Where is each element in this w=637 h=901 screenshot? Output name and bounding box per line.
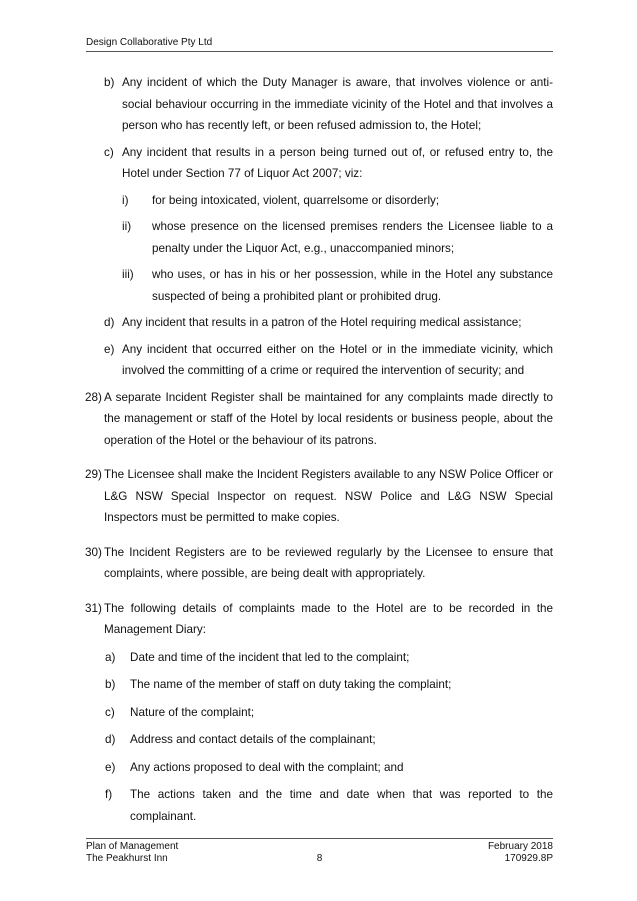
item-text: The actions taken and the time and date when that was reported to the complainant. bbox=[130, 788, 553, 823]
numbered-item bbox=[86, 464, 553, 529]
item-marker: 29) bbox=[85, 468, 102, 481]
item-marker: iii) bbox=[122, 268, 134, 281]
list-item bbox=[86, 190, 553, 212]
item-marker: c) bbox=[104, 145, 114, 159]
list-item bbox=[86, 647, 553, 669]
list-item bbox=[86, 216, 553, 259]
item-text: The Incident Registers are to be reviewed regularly by the Licensee to ensure that complaints, where possible, are being dealt with appropriately. bbox=[104, 545, 553, 580]
list-item bbox=[86, 702, 553, 724]
item-marker: 28) bbox=[85, 390, 102, 404]
page-header bbox=[86, 37, 553, 52]
item-text: The following details of complaints made to the Hotel are to be recorded in the Management Diary: bbox=[104, 601, 553, 636]
item-text: Any actions proposed to deal with the complaint; and bbox=[130, 760, 404, 774]
list-item bbox=[86, 674, 553, 696]
item-text: A separate Incident Register shall be maintained for any complaints made directly to the management or staff of the Hotel by local residents or business people, about the operation of the Hotel or the behaviour of its patrons. bbox=[104, 390, 553, 447]
item-text: whose presence on the licensed premises renders the Licensee liable to a penalty under the Liquor Act, e.g., unaccompanied minors; bbox=[152, 220, 553, 255]
item-marker: 30) bbox=[85, 545, 102, 559]
list-item bbox=[86, 72, 553, 137]
item-marker: b) bbox=[104, 76, 115, 89]
footer-doc-title: Plan of Management bbox=[86, 841, 179, 852]
page-footer bbox=[86, 838, 553, 865]
item-marker: d) bbox=[104, 316, 115, 329]
numbered-item bbox=[86, 542, 553, 585]
footer-ref: 170929.8P bbox=[504, 853, 553, 864]
list-item bbox=[86, 312, 553, 334]
item-marker: b) bbox=[105, 678, 116, 691]
item-marker: i) bbox=[122, 193, 129, 207]
list-item bbox=[86, 757, 553, 779]
item-text: Any incident of which the Duty Manager is aware, that involves violence or anti-social behaviour occurring in the immediate vicinity of the Hotel and that involves a person who has recently left, or been refused admission to, the Hotel; bbox=[122, 76, 553, 132]
item-text: Date and time of the incident that led to the complaint; bbox=[130, 650, 410, 664]
numbered-item bbox=[86, 387, 553, 452]
item-marker: f) bbox=[105, 788, 113, 801]
list-item bbox=[86, 784, 553, 827]
list-item bbox=[86, 339, 553, 382]
item-text: Any incident that results in a person being turned out of, or refused entry to, the Hotel under Section 77 of Liquor Act 2007; viz: bbox=[122, 145, 553, 180]
item-text: who uses, or has in his or her possession, while in the Hotel any substance suspected of being a prohibited plant or prohibited drug. bbox=[152, 268, 553, 303]
document-body bbox=[86, 72, 553, 833]
item-marker: e) bbox=[104, 342, 115, 356]
list-item bbox=[86, 264, 553, 307]
item-text: The Licensee shall make the Incident Registers available to any NSW Police Officer or L&G NSW Special Inspector on request. NSW Police and L&G NSW Special Inspectors must be permitted to make copies. bbox=[104, 468, 553, 524]
item-text: Nature of the complaint; bbox=[130, 705, 255, 719]
item-marker: 31) bbox=[85, 601, 102, 615]
list-item bbox=[86, 142, 553, 185]
item-text: Any incident that results in a patron of the Hotel requiring medical assistance; bbox=[122, 316, 522, 329]
footer-venue: The Peakhurst Inn bbox=[86, 853, 168, 864]
item-text: Any incident that occurred either on the Hotel or in the immediate vicinity, which involved the committing of a crime or required the intervention of security; and bbox=[122, 342, 553, 377]
numbered-item bbox=[86, 598, 553, 641]
item-text: The name of the member of staff on duty taking the complaint; bbox=[130, 678, 452, 691]
page-number: 8 bbox=[316, 853, 323, 864]
item-marker: ii) bbox=[122, 220, 132, 233]
footer-date: February 2018 bbox=[487, 841, 553, 852]
list-item bbox=[86, 729, 553, 751]
item-marker: e) bbox=[105, 760, 116, 774]
item-marker: a) bbox=[105, 650, 116, 664]
item-text: for being intoxicated, violent, quarrelsome or disorderly; bbox=[152, 193, 440, 207]
item-marker: c) bbox=[105, 705, 115, 719]
item-text: Address and contact details of the complainant; bbox=[130, 733, 376, 746]
item-marker: d) bbox=[105, 733, 116, 746]
company-name: Design Collaborative Pty Ltd bbox=[86, 37, 213, 48]
